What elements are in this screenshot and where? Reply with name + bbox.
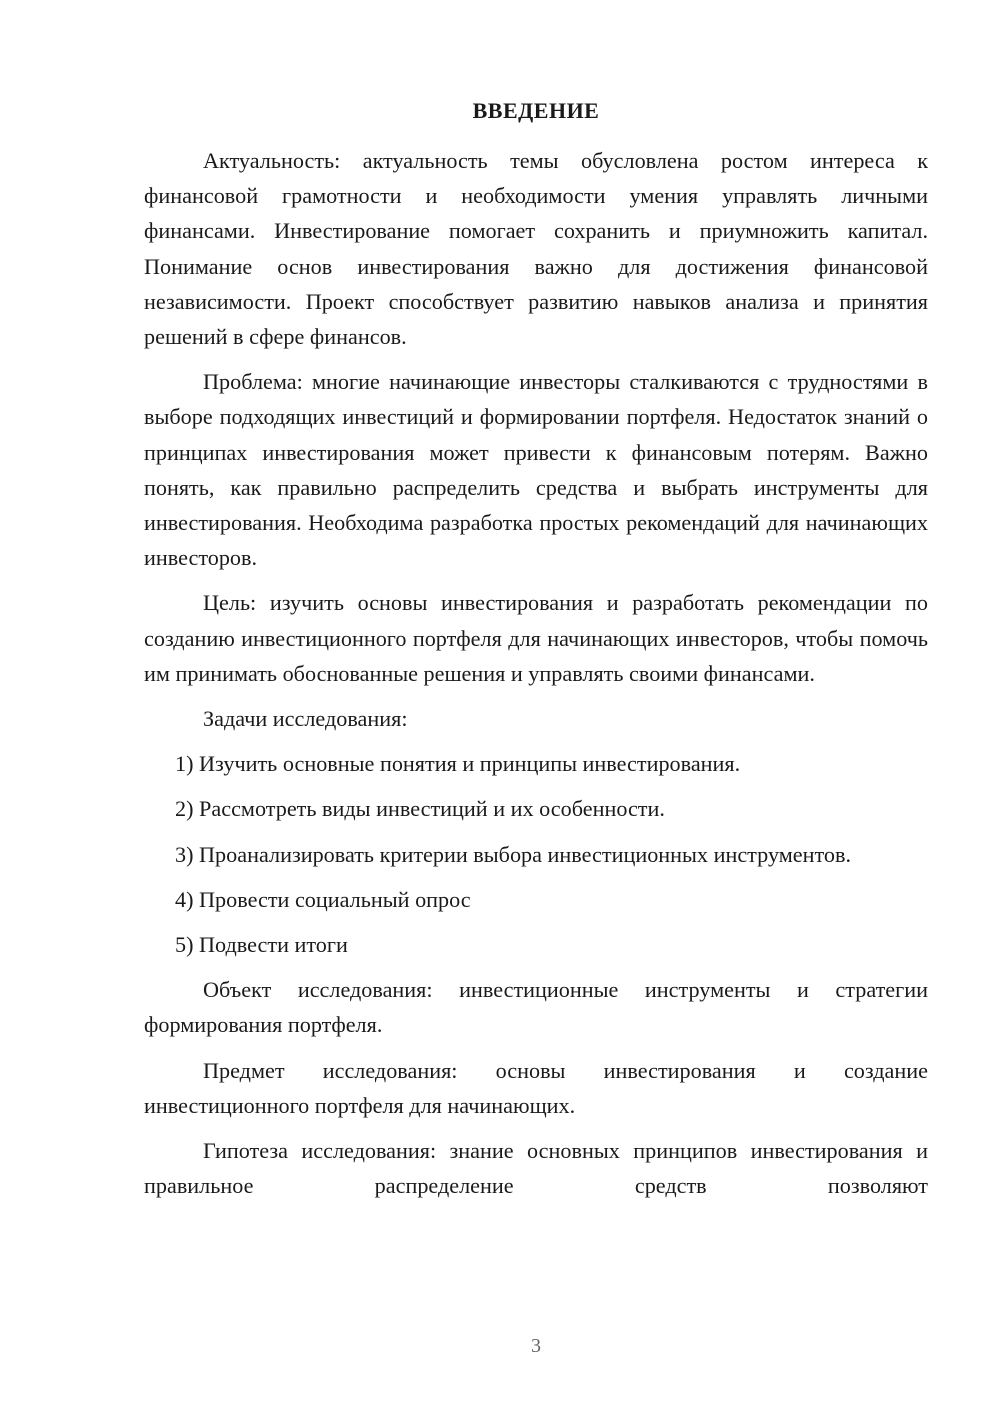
page-number: 3 [531,1335,541,1357]
task-item-2: 2) Рассмотреть виды инвестиций и их особенности. [175,796,665,822]
tasks-heading: Задачи исследования: [203,706,408,732]
task-item-3: 3) Проанализировать критерии выбора инвестиционных инструментов. [175,841,852,867]
relevance-paragraph: Актуальность: актуальность темы обусловлена ростом интереса к финансовой грамотности и необходимости умения управлять личными финансами. Инвестирование помогает сохранить и приумножить капитал. Понимание основ инвестирования важно для достижения финансовой независимости. Проект способствует развитию навыков анализа и принятия решений в сфере финансов. [144,148,928,350]
hypothesis-paragraph: Гипотеза исследования: знание основных принципов инвестирования и правильное распределение средств позволяют [144,1138,928,1199]
subject-paragraph: Предмет исследования: основы инвестирования и создание инвестиционного портфеля для начинающих. [144,1057,928,1118]
task-item-5: 5) Подвести итоги [175,932,348,958]
goal-paragraph: Цель: изучить основы инвестирования и разработать рекомендации по созданию инвестиционного портфеля для начинающих инвесторов, чтобы помочь им принимать обоснованные решения и управлять своими финансами. [144,590,928,686]
object-paragraph: Объект исследования: инвестиционные инструменты и стратегии формирования портфеля. [144,977,928,1038]
problem-paragraph: Проблема: многие начинающие инвесторы сталкиваются с трудностями в выборе подходящих инвестиций и формировании портфеля. Недостаток знаний о принципах инвестирования может привести к финансовым потерям. Важно понять, как правильно распределить средства и выбрать инструменты для инвестирования. Необходима разработка простых рекомендаций для начинающих инвесторов. [144,369,928,571]
task-item-1: 1) Изучить основные понятия и принципы инвестирования. [175,751,741,777]
page-title: ВВЕДЕНИЕ [472,98,600,123]
task-item-4: 4) Провести социальный опрос [175,886,471,912]
document-body [144,143,928,1213]
